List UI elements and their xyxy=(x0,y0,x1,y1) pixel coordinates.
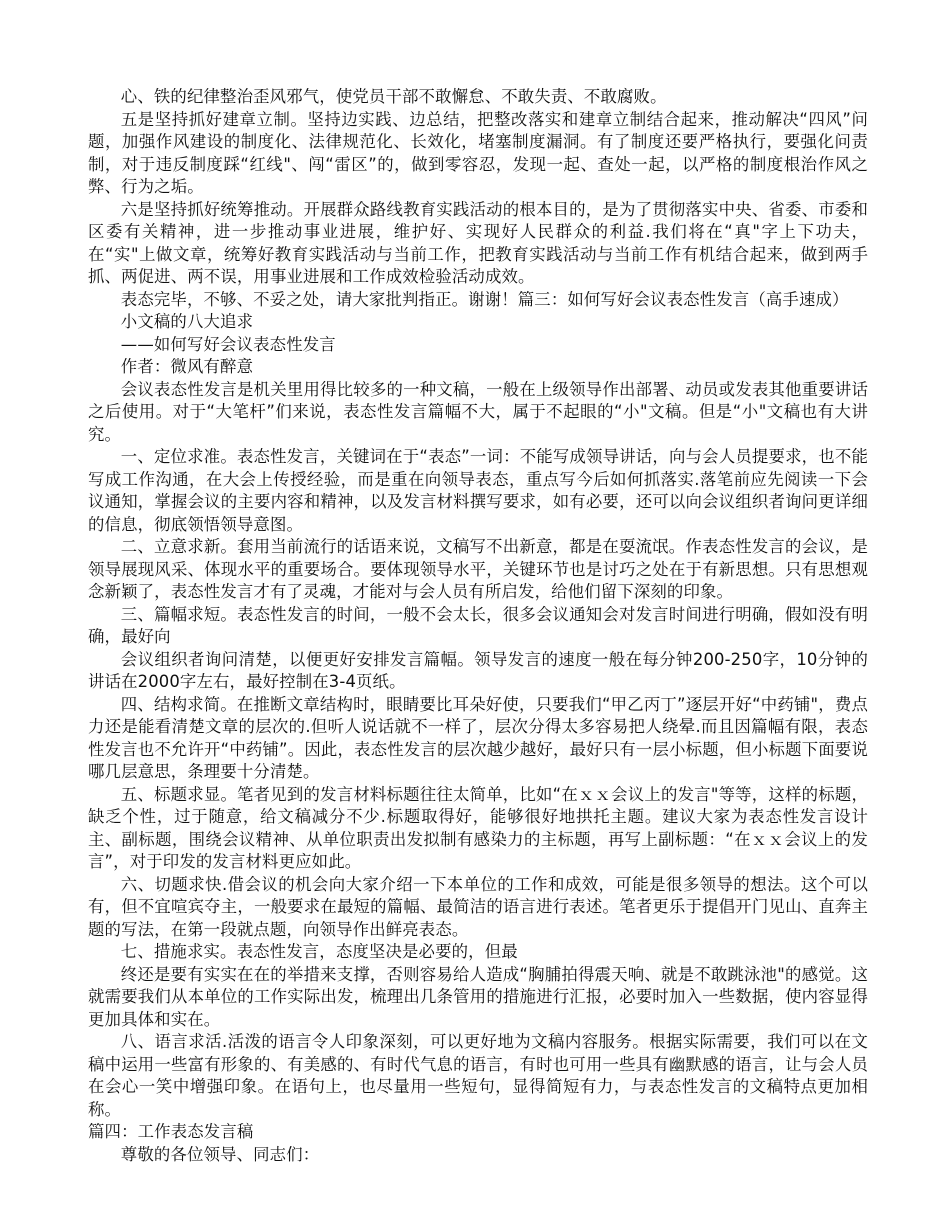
paragraph: 六、切题求快.借会议的机会向大家介绍一下本单位的工作和成效，可能是很多领导的想法。这个可以有，但不宜喧宾夺主，一般要求在最短的篇幅、最简洁的语言进行表述。笔者更乐于提倡开门见山、直奔主题的写法，在第一段就点题，向领导作出鲜亮表态。 xyxy=(88,874,868,939)
paragraph: 六是坚持抓好统筹推动。开展群众路线教育实践活动的根本目的，是为了贯彻落实中央、省委、市委和区委有关精神，进一步推动事业进展，维护好、实现好人民群众的利益.我们将在“真"字上下功夫，在“实"上做文章，统筹好教育实践活动与当前工作，把教育实践活动与当前工作有机结合起来，做到两手抓、两促进、两不误，用事业进展和工作成效检验活动成效。 xyxy=(88,199,868,286)
paragraph: 二、立意求新。套用当前流行的话语来说，文稿写不出新意，都是在耍流氓。作表态性发言的会议，是领导展现风采、体现水平的重要场合。要体现领导水平，关键环节也是讨巧之处在于有新思想。只有思想观念新颖了，表态性发言才有了灵魂，才能对与会人员有所启发，给他们留下深刻的印象。 xyxy=(88,537,868,601)
section-heading: 篇四：工作表态发言稿 xyxy=(88,1122,254,1141)
article-author: 作者：微风有醉意 xyxy=(120,357,254,376)
paragraph: 一、定位求准。表态性发言，关键词在于“表态”一词：不能写成领导讲话，向与会人员提要求，也不能写成工作沟通，在大会上传授经验，而是重在向领导表态，重点写今后如何抓落实.落笔前应先阅读一下会议通知，掌握会议的主要内容和精神，以及发言材料撰写要求，如有必要，还可以向会议组织者询问更详细的信息，彻底领悟领导意图。 xyxy=(88,447,868,534)
paragraph: 表态完毕，不够、不妥之处，请大家批判指正。谢谢！篇三：如何写好会议表态性发言（高手速成） xyxy=(120,289,849,309)
article-subtitle: ——如何写好会议表态性发言 xyxy=(120,334,336,354)
paragraph: 八、语言求活.活泼的语言令人印象深刻，可以更好地为文稿内容服务。根据实际需要，我们可以在文稿中运用一些富有形象的、有美感的、有时代气息的语言，有时也可用一些具有幽默感的语言，让与会人员在会心一笑中增强印象。在语句上，也尽量用一些短句，显得简短有力，与表态性发言的文稿特点更加相称。 xyxy=(88,1032,868,1119)
paragraph: 会议表态性发言是机关里用得比较多的一种文稿，一般在上级领导作出部署、动员或发表其他重要讲话之后使用。对于“大笔杆”们来说，表态性发言篇幅不大，属于不起眼的“小"文稿。但是“小"文稿也有大讲究。 xyxy=(88,379,868,444)
paragraph: 会议组织者询问清楚，以便更好安排发言篇幅。领导发言的速度一般在每分钟200-250字，10分钟的讲话在2000字左右，最好控制在3-4页纸。 xyxy=(88,649,868,691)
paragraph: 三、篇幅求短。表态性发言的时间，一般不会太长，很多会议通知会对发言时间进行明确，假如没有明确，最好向 xyxy=(88,604,868,646)
paragraph: 五、标题求显。笔者见到的发言材料标题往往太简单，比如“在ｘｘ会议上的发言"等等，这样的标题，缺乏个性，过于随意，给文稿减分不少.标题取得好，能够很好地拱托主题。建议大家为表态性发言设计主、副标题，围绕会议精神、从单位职责出发拟制有感染力的主标题，再写上副标题：“在ｘｘ会议上的发言”，对于印发的发言材料更应如此。 xyxy=(88,784,868,871)
paragraph: 心、铁的纪律整治歪风邪气，使党员干部不敢懈怠、不敢失责、不敢腐败。 xyxy=(120,87,667,106)
paragraph: 终还是要有实实在在的举措来支撑，否则容易给人造成“胸脯拍得震天响、就是不敢跳泳池"的感觉。这就需要我们从本单位的工作实际出发，梳理出几条管用的措施进行汇报，必要时加入一些数据，使内容显得更加具体和实在。 xyxy=(88,964,868,1029)
paragraph: 七、措施求实。表态性发言，态度坚决是必要的，但最 xyxy=(120,942,518,961)
paragraph: 五是坚持抓好建章立制。坚持边实践、边总结，把整改落实和建章立制结合起来，推动解决“四风”问题，加强作风建设的制度化、法律规范化、长效化，堵塞制度漏洞。有了制度还要严格执行，要强化问责制，对于违反制度踩“红线"、闯“雷区”的，做到零容忍，发现一起、查处一起，以严格的制度根治作风之弊、行为之垢。 xyxy=(88,109,868,196)
article-title: 小文稿的八大追求 xyxy=(120,312,254,331)
document-body xyxy=(88,86,868,1166)
paragraph: 四、结构求简。在推断文章结构时，眼睛要比耳朵好使，只要我们“甲乙丙丁”逐层开好“中药铺"，费点力还是能看清楚文章的层次的.但听人说话就不一样了，层次分得太多容易把人绕晕.而且因篇幅有限，表态性发言也不允许开“中药铺”。因此，表态性发言的层次越少越好，最好只有一层小标题，但小标题下面要说哪几层意思，条理要十分清楚。 xyxy=(88,694,868,781)
salutation: 尊敬的各位领导、同志们： xyxy=(120,1144,320,1164)
